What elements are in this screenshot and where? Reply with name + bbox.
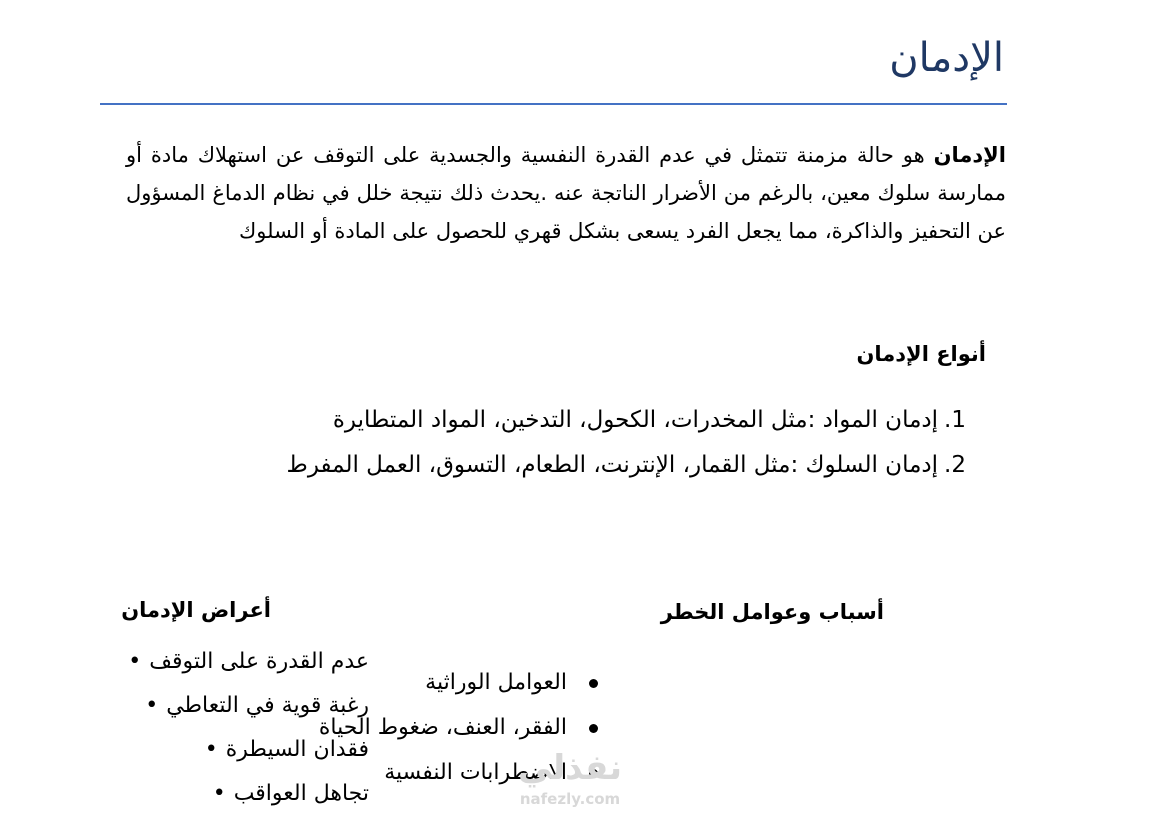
bullet-icon: •	[204, 737, 218, 762]
bullet-dot-icon	[589, 724, 598, 733]
symptom-text: تجاهل العواقب	[233, 781, 369, 806]
cause-item	[319, 705, 598, 750]
causes-list	[319, 660, 598, 795]
cause-text: الاضطرابات النفسية	[384, 760, 567, 785]
watermark-text: نفذلي	[517, 748, 623, 788]
symptoms-heading: أعراض الإدمان	[121, 598, 271, 622]
types-item	[287, 398, 966, 443]
symptom-text: عدم القدرة على التوقف	[149, 649, 369, 674]
types-item-number: 1.	[944, 407, 966, 433]
causes-heading: أسباب وعوامل الخطر	[660, 600, 884, 624]
title-underline	[100, 103, 1007, 105]
bullet-icon: •	[145, 693, 159, 718]
page-title: الإدمان	[889, 35, 1004, 81]
cause-text: العوامل الوراثية	[425, 670, 567, 695]
cause-item	[319, 660, 598, 705]
cause-text: الفقر، العنف، ضغوط الحياة	[318, 715, 567, 740]
symptom-text: رغبة قوية في التعاطي	[166, 693, 369, 718]
types-item	[287, 443, 966, 488]
types-item-text: إدمان المواد :مثل المخدرات، الكحول، التدخين، المواد المتطايرة	[332, 407, 939, 433]
intro-paragraph	[126, 136, 1006, 250]
bullet-icon: •	[128, 649, 142, 674]
types-heading: أنواع الإدمان	[856, 342, 986, 366]
bullet-dot-icon	[589, 769, 598, 778]
cause-item	[319, 750, 598, 795]
intro-text: هو حالة مزمنة تتمثل في عدم القدرة النفسية والجسدية على التوقف عن استهلاك مادة أو ممارسة سلوك معين، بالرغم من الأضرار الناتجة عنه .يحدث ذلك نتيجة خلل في نظام الدماغ المسؤول عن التحفيز والذاكرة، مما يجعل الفرد يسعى بشكل قهري للحصول على المادة أو السلوك	[126, 143, 1006, 243]
bullet-dot-icon	[589, 679, 598, 688]
bullet-icon: •	[212, 781, 226, 806]
intro-term: الإدمان	[933, 143, 1006, 167]
watermark-url: nafezly.com	[519, 790, 621, 808]
types-item-text: إدمان السلوك :مثل القمار، الإنترنت، الطعام، التسوق، العمل المفرط	[286, 452, 939, 478]
types-item-number: 2.	[944, 452, 966, 478]
symptom-text: فقدان السيطرة	[225, 737, 369, 762]
types-list	[287, 398, 966, 488]
